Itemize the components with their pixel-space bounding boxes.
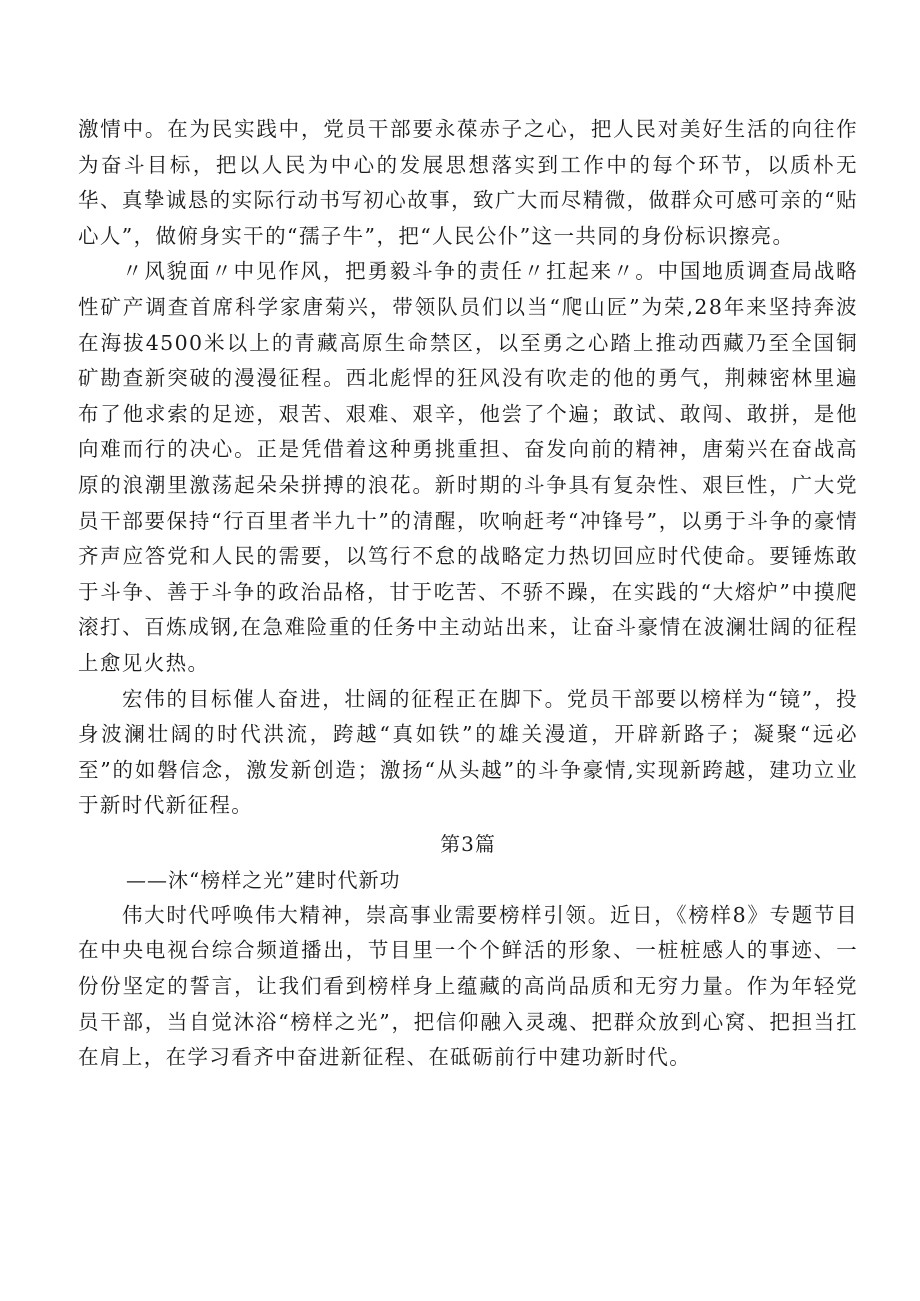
paragraph-conclusion: 宏伟的目标催人奋进，壮阔的征程正在脚下。党员干部要以榜样为“镜”，投身波澜壮阔的时代洪流，跨越“真如铁”的雄关漫道，开辟新路子；凝聚“远必至”的如磐信念，激发新创造；激扬“从头越”的斗争豪情,实现新跨越，建功立业于新时代新征程。: [78, 686, 858, 818]
paragraph-intro: 伟大时代呼唤伟大精神，崇高事业需要榜样引领。近日，《榜样8》专题节目在中央电视台综合频道播出，节目里一个个鲜活的形象、一桩桩感人的事迹、一份份坚定的誓言，让我们看到榜样身上蕴藏的高尚品质和无穷力量。作为年轻党员干部，当自觉沐浴“榜样之光”，把信仰融入灵魂、把群众放到心窝、把担当扛在肩上，在学习看齐中奋进新征程、在砥砺前行中建功新时代。: [78, 902, 858, 1070]
section-heading: 第3篇: [440, 831, 496, 856]
paragraph-continuation: 激情中。在为民实践中，党员干部要永葆赤子之心，把人民对美好生活的向往作为奋斗目标，把以人民为中心的发展思想落实到工作中的每个环节，以质朴无华、真挚诚恳的实际行动书写初心故事，致广大而尽精微，做群众可感可亲的“贴心人”，做俯身实干的“孺子牛”，把“人民公仆”这一共同的身份标识擦亮。: [78, 117, 858, 248]
document-page: [78, 112, 858, 1076]
paragraph-struggle: 〃风貌面〃中见作风，把勇毅斗争的责任〃扛起来〃。中国地质调查局战略性矿产调查首席科学家唐菊兴，带领队员们以当“爬山匠”为荣,28年来坚持奔波在海拔4500米以上的青藏高原生命禁区，以至勇之心踏上推动西藏乃至全国铜矿勘查新突破的漫漫征程。西北彪悍的狂风没有吹走的他的勇气，荆棘密林里遍布了他求索的足迹，艰苦、艰难、艰辛，他尝了个遍；敢试、敢闯、敢拼，是他向难而行的决心。正是凭借着这种勇挑重担、奋发向前的精神，唐菊兴在奋战高原的浪潮里激荡起朵朵拼搏的浪花。新时期的斗争具有复杂性、艰巨性，广大党员干部要保持“行百里者半九十”的清醒，吹响赶考“冲锋号”，以勇于斗争的豪情齐声应答党和人民的需要，以笃行不怠的战略定力热切回应时代使命。要锤炼敢于斗争、善于斗争的政治品格，甘于吃苦、不骄不躁，在实践的“大熔炉”中摸爬滚打、百炼成钢,在急难险重的任务中主动站出来，让奋斗豪情在波澜壮阔的征程上愈见火热。: [78, 259, 858, 675]
section-subtitle: ——沐“榜样之光”建时代新功: [126, 867, 401, 892]
